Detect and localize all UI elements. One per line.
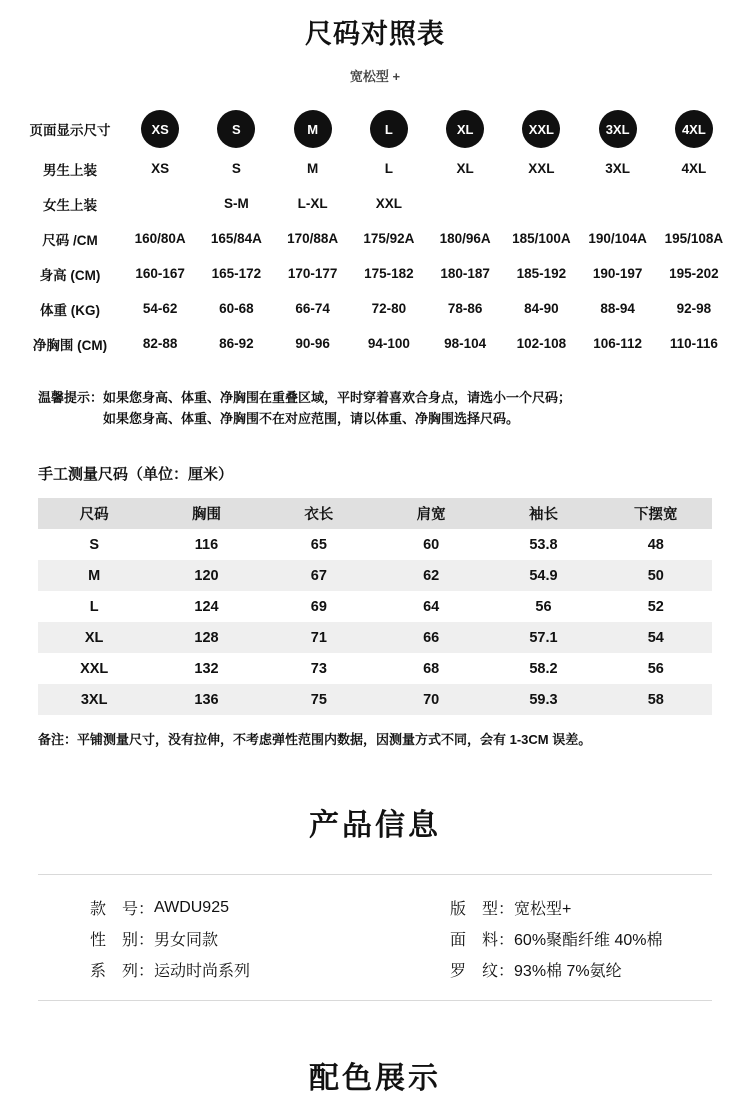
info-value: 宽松型+ <box>514 901 572 918</box>
size-tips-line2: 如果您身高、体重、净胸围不在对应范围，请以体重、净胸围选择尺码。 <box>103 411 520 426</box>
size-badge: XL <box>446 110 484 148</box>
chart-cell: 3XL <box>605 161 630 176</box>
row-label: 女生上装 <box>43 197 97 213</box>
chart-cell: M <box>307 161 319 176</box>
fit-type-subtitle: 宽松型 + <box>349 69 401 84</box>
chart-cell: XL <box>456 161 474 176</box>
table-cell: 68 <box>423 660 440 677</box>
chart-cell: 60-68 <box>219 301 254 316</box>
chart-cell: 94-100 <box>367 336 410 351</box>
table-cell: 69 <box>310 598 327 615</box>
info-value: 60%聚酯纤维 40%棉 <box>514 932 663 949</box>
table-cell: 128 <box>194 629 219 646</box>
table-cell: 54.9 <box>529 567 558 584</box>
chart-cell: 170-177 <box>287 266 338 281</box>
chart-cell: 98-104 <box>444 336 487 351</box>
info-label: 性 别： <box>90 932 155 949</box>
size-chart-row-mens-tops <box>18 151 732 186</box>
chart-cell: 175-182 <box>364 266 414 281</box>
size-badge: 4XL <box>675 110 713 148</box>
table-row-xl <box>38 622 712 653</box>
table-cell: 53.8 <box>529 536 558 553</box>
size-chart-row-size-cm <box>18 221 732 256</box>
size-badge: 3XL <box>599 110 637 148</box>
row-label: 净胸围 (CM) <box>32 337 108 353</box>
chart-cell: 54-62 <box>142 301 178 316</box>
measurement-table <box>38 498 712 715</box>
chart-cell: 185-192 <box>516 266 567 281</box>
chart-cell: S <box>231 161 241 176</box>
product-info-right-column <box>390 892 750 985</box>
chart-cell: 82-88 <box>142 336 178 351</box>
info-row-series <box>90 954 390 985</box>
table-cell: 59.3 <box>529 691 558 708</box>
col-header: 衣长 <box>304 507 334 523</box>
size-badge: L <box>370 110 408 148</box>
table-cell: XXL <box>80 660 109 677</box>
info-row-rib <box>450 954 750 985</box>
info-row-style-number <box>90 892 390 923</box>
chart-cell: L <box>384 161 393 176</box>
measurement-note: 备注：平铺测量尺寸，没有拉伸，不考虑弹性范围内数据，因测量方式不同，会有 1-3CM 误差。 <box>38 732 592 747</box>
table-cell: 48 <box>647 536 664 553</box>
table-cell: 65 <box>310 536 327 553</box>
chart-cell: 180-187 <box>440 266 490 281</box>
size-chart-row-height <box>18 256 732 291</box>
size-chart <box>0 107 750 361</box>
table-cell: 58 <box>647 691 664 708</box>
table-cell: 64 <box>423 598 440 615</box>
chart-cell: 175/92A <box>363 231 415 246</box>
product-info <box>0 875 750 1000</box>
size-badge: M <box>294 110 332 148</box>
chart-cell: 78-86 <box>447 301 483 316</box>
table-cell: M <box>88 567 101 584</box>
info-value: 运动时尚系列 <box>154 963 251 980</box>
table-cell: 67 <box>310 567 327 584</box>
measure-section-title: 手工测量尺码（单位：厘米） <box>38 466 234 483</box>
size-badge: S <box>217 110 255 148</box>
table-cell: 124 <box>194 598 219 615</box>
table-cell: 60 <box>423 536 440 553</box>
product-info-title: 产品信息 <box>309 809 441 842</box>
size-chart-title: 尺码对照表 <box>305 19 445 49</box>
col-header: 袖长 <box>528 507 558 523</box>
chart-cell: 66-74 <box>295 301 330 316</box>
table-cell: 75 <box>310 691 327 708</box>
table-row-xxl <box>38 653 712 684</box>
table-cell: 50 <box>647 567 664 584</box>
chart-cell: 190-197 <box>592 266 643 281</box>
chart-cell: 84-90 <box>524 301 559 316</box>
chart-cell: 165/84A <box>210 231 262 246</box>
chart-cell: 110-116 <box>669 336 718 351</box>
table-cell: 54 <box>647 629 664 646</box>
table-cell: 132 <box>194 660 219 677</box>
table-cell: 62 <box>423 567 440 584</box>
divider <box>38 1000 712 1001</box>
table-cell: 71 <box>310 629 327 646</box>
size-chart-row-display-sizes <box>18 107 732 151</box>
size-chart-row-womens-tops <box>18 186 732 221</box>
info-value: 男女同款 <box>154 932 219 949</box>
chart-cell: 195-202 <box>669 266 719 281</box>
chart-cell: 160-167 <box>135 266 185 281</box>
table-cell: S <box>89 536 99 553</box>
chart-cell: 72-80 <box>371 301 407 316</box>
chart-cell: 160/80A <box>134 231 186 246</box>
table-cell: 116 <box>194 536 219 553</box>
size-badge: XS <box>141 110 179 148</box>
table-cell: 56 <box>647 660 664 677</box>
info-row-gender <box>90 923 390 954</box>
info-value: AWDU925 <box>154 898 229 916</box>
chart-cell: 170/88A <box>287 231 339 246</box>
chart-cell: 88-94 <box>600 301 635 316</box>
chart-cell: XXL <box>375 196 402 211</box>
table-cell: 120 <box>194 567 219 584</box>
chart-cell: S-M <box>224 196 249 211</box>
table-row-s <box>38 529 712 560</box>
table-cell: 136 <box>194 691 219 708</box>
row-label: 体重 (KG) <box>40 302 100 318</box>
chart-cell: L-XL <box>297 196 328 211</box>
chart-cell: XS <box>151 161 170 176</box>
info-label: 款 号： <box>90 901 155 918</box>
table-cell: 66 <box>423 629 440 646</box>
table-cell: XL <box>84 629 104 646</box>
chart-cell: 102-108 <box>516 336 567 351</box>
col-header: 下摆宽 <box>634 507 678 523</box>
info-label: 罗 纹： <box>450 963 515 980</box>
table-cell: 57.1 <box>529 629 558 646</box>
chart-cell: 106-112 <box>593 336 643 351</box>
info-row-fabric <box>450 923 750 954</box>
table-row-m <box>38 560 712 591</box>
color-section-title: 配色展示 <box>309 1062 441 1095</box>
table-cell: 3XL <box>80 691 108 708</box>
size-chart-row-weight <box>18 291 732 326</box>
info-label: 系 列： <box>90 963 155 980</box>
table-cell: 70 <box>423 691 440 708</box>
col-header: 胸围 <box>191 507 221 523</box>
row-label: 身高 (CM) <box>39 267 101 283</box>
chart-cell: 92-98 <box>676 301 712 316</box>
table-row-l <box>38 591 712 622</box>
chart-cell: 165-172 <box>211 266 262 281</box>
table-cell: 52 <box>647 598 664 615</box>
table-cell: 58.2 <box>529 660 558 677</box>
chart-cell: 86-92 <box>219 336 254 351</box>
col-header: 肩宽 <box>416 507 446 523</box>
size-chart-row-chest <box>18 326 732 361</box>
info-label: 版 型： <box>450 901 515 918</box>
table-cell: 56 <box>535 598 552 615</box>
chart-cell: 180/96A <box>439 231 491 246</box>
info-label: 面 料： <box>450 932 515 949</box>
table-cell: L <box>89 598 99 615</box>
row-label: 男生上装 <box>43 162 97 178</box>
chart-cell: 90-96 <box>295 336 330 351</box>
chart-cell: 190/104A <box>588 231 647 246</box>
measurement-table-header <box>38 498 712 529</box>
chart-cell: 4XL <box>681 161 707 176</box>
table-row-3xl <box>38 684 712 715</box>
size-tips <box>38 387 750 429</box>
chart-cell: 195/108A <box>664 231 724 246</box>
row-label: 页面显示尺寸 <box>29 123 111 138</box>
row-label: 尺码 /CM <box>42 232 98 248</box>
product-info-left-column <box>0 892 390 985</box>
chart-cell: 185/100A <box>512 231 571 246</box>
chart-cell: XXL <box>528 161 555 176</box>
info-row-fit <box>450 892 750 923</box>
size-tips-line1: 温馨提示：如果您身高、体重、净胸围在重叠区域，平时穿着喜欢合身点，请选小一个尺码； <box>38 390 572 405</box>
col-header: 尺码 <box>79 507 109 523</box>
table-cell: 73 <box>310 660 327 677</box>
info-value: 93%棉 7%氨纶 <box>514 963 622 980</box>
size-badge: XXL <box>522 110 560 148</box>
